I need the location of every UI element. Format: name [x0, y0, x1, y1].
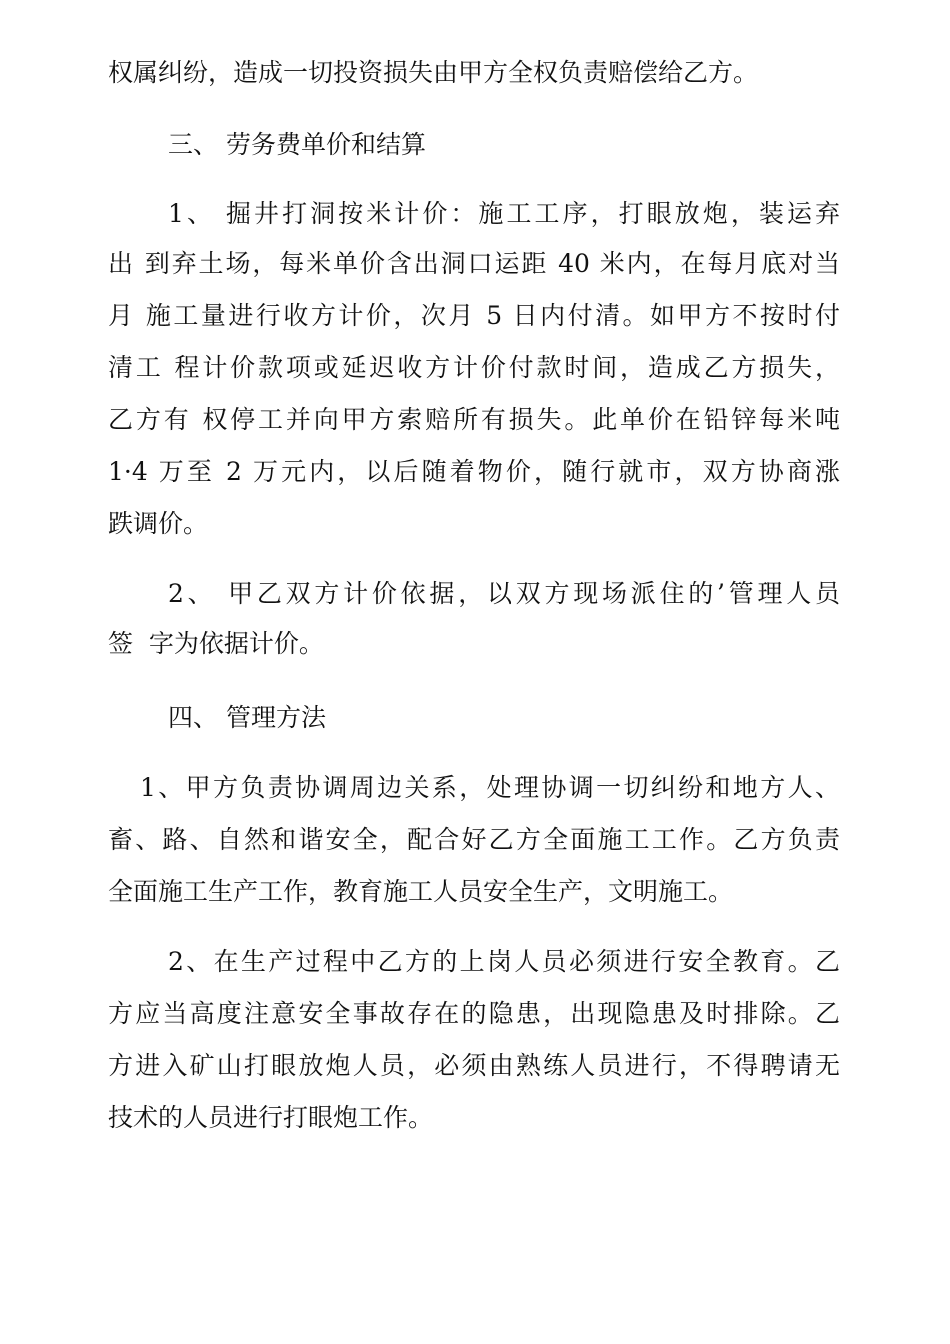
text-line: 2、在生产过程中乙方的上岗人员必须进行安全教育。乙: [168, 947, 840, 976]
text-line: 技术的人员进行打眼炮工作。: [108, 1103, 434, 1132]
section-heading: 四、 管理方法: [168, 703, 326, 732]
text-line: 乙方有 权停工并向甲方索赔所有损失。此单价在铅锌每米吨: [108, 405, 840, 434]
text-line: 出 到弃土场，每米单价含出洞口运距 40 米内，在每月底对当: [108, 249, 840, 278]
text-line: 畜、路、自然和谐安全，配合好乙方全面施工工作。乙方负责: [108, 825, 840, 854]
text-line: 权属纠纷，造成一切投资损失由甲方全权负责赔偿给乙方。: [108, 58, 759, 87]
text-line: 方应当高度注意安全事故存在的隐患，出现隐患及时排除。乙: [108, 999, 840, 1028]
text-line: 跌调价。: [108, 509, 209, 538]
text-line: 1、甲方负责协调周边关系，处理协调一切纠纷和地方人、: [140, 773, 840, 802]
section-heading: 三、 劳务费单价和结算: [168, 130, 426, 159]
text-line: 全面施工生产工作，教育施工人员安全生产，文明施工。: [108, 877, 734, 906]
text-line: 2、 甲乙双方计价依据，以双方现场派住的’管理人员: [168, 579, 840, 608]
text-line: 清工 程计价款项或延迟收方计价付款时间，造成乙方损失，: [108, 353, 840, 382]
text-line: 1·4 万至 2 万元内，以后随着物价，随行就市，双方协商涨: [108, 457, 840, 486]
text-line: 方进入矿山打眼放炮人员，必须由熟练人员进行，不得聘请无: [108, 1051, 840, 1080]
text-line: 月 施工量进行收方计价，次月 5 日内付清。如甲方不按时付: [108, 301, 840, 330]
text-line: 签 字为依据计价。: [108, 629, 324, 658]
text-line: 1、 掘井打洞按米计价：施工工序，打眼放炮，装运弃: [168, 199, 840, 228]
